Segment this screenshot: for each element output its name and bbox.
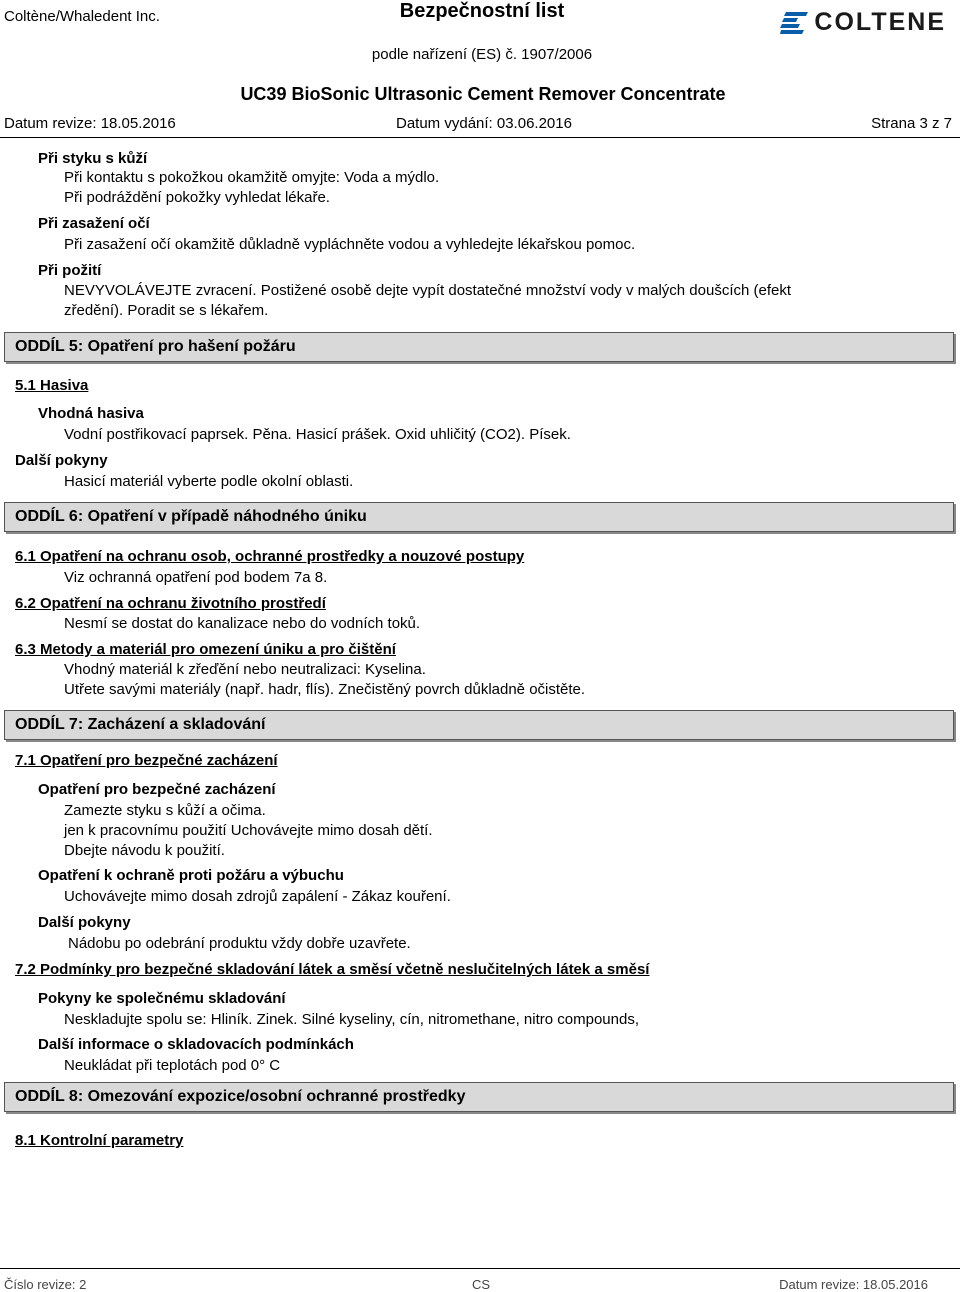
skin-contact-text-1: Při kontaktu s pokožkou okamžitě omyjte: Voda a mýdlo.: [64, 169, 440, 186]
suitable-media-text: Vodní postřikovací paprsek. Pěna. Hasicí prášek. Oxid uhličitý (CO2). Písek.: [64, 426, 571, 443]
company-name: Coltène/Whaledent Inc.: [4, 8, 160, 25]
section-5-header: [4, 332, 954, 362]
page-number: Strana 3 z 7: [871, 115, 952, 132]
subsection-6-1-heading: 6.1 Opatření na ochranu osob, ochranné prostředky a nouzové postupy: [15, 548, 525, 565]
storage-info-heading: Další informace o skladovacích podmínkách: [38, 1036, 354, 1053]
section-8-title: ODDÍL 8: Omezování expozice/osobní ochranné prostředky: [15, 1088, 466, 1105]
section-7-title: ODDÍL 7: Zacházení a skladování: [15, 716, 266, 733]
suitable-media-heading: Vhodná hasiva: [38, 405, 144, 422]
footer-language: CS: [472, 1277, 491, 1292]
subsection-6-3-heading: 6.3 Metody a materiál pro omezení úniku a pro čištění: [15, 641, 396, 658]
regulation-reference: podle nařízení (ES) č. 1907/2006: [371, 46, 593, 63]
ingestion-text-2: zředění). Poradit se s lékařem.: [64, 302, 269, 319]
subsection-6-2-text: Nesmí se dostat do kanalizace nebo do vodních toků.: [64, 615, 421, 632]
joint-storage-text: Neskladujte spolu se: Hliník. Zinek. Silné kyseliny, cín, nitromethane, nitro compounds,: [64, 1011, 639, 1028]
handling-further-text: Nádobu po odebrání produktu vždy dobře uzavřete.: [68, 935, 411, 952]
footer-revision-number: Číslo revize: 2: [4, 1277, 87, 1292]
fire-protection-text: Uchovávejte mimo dosah zdrojů zapálení - Zákaz kouření.: [64, 888, 451, 905]
ingestion-text-1: NEVYVOLÁVEJTE zvracení. Postižené osobě dejte vypít dostatečné množství vody v malých doušcích (efekt: [64, 282, 792, 299]
logo-text: COLTENE: [814, 8, 946, 36]
fire-protection-heading: Opatření k ochraně proti požáru a výbuchu: [38, 867, 344, 884]
ingestion-heading: Při požití: [38, 262, 102, 279]
safe-handling-text-1: Zamezte styku s kůží a očima.: [64, 802, 266, 819]
subsection-6-2-heading: 6.2 Opatření na ochranu životního prostředí: [15, 595, 326, 612]
subsection-7-1-heading: 7.1 Opatření pro bezpečné zacházení: [15, 752, 278, 769]
product-name: UC39 BioSonic Ultrasonic Cement Remover Concentrate: [240, 84, 726, 104]
fire-further-heading: Další pokyny: [15, 452, 108, 469]
document-title: Bezpečnostní list: [399, 0, 565, 22]
coltene-logo: [780, 8, 946, 37]
section-7-header: [4, 710, 954, 740]
handling-further-heading: Další pokyny: [38, 914, 131, 931]
subsection-7-2-heading: 7.2 Podmínky pro bezpečné skladování látek a směsí včetně neslučitelných látek a směsí: [15, 961, 650, 978]
section-8-header: [4, 1082, 954, 1112]
eye-contact-heading: Při zasažení očí: [38, 215, 150, 232]
subsection-6-1-text: Viz ochranná opatření pod bodem 7a 8.: [64, 569, 328, 586]
section-6-header: [4, 502, 954, 532]
section-6-title: ODDÍL 6: Opatření v případě náhodného úniku: [15, 508, 367, 525]
subsection-5-1-heading: 5.1 Hasiva: [15, 377, 89, 394]
eye-contact-text: Při zasažení očí okamžitě důkladně vypláchněte vodou a vyhledejte lékařskou pomoc.: [64, 236, 636, 253]
issue-date: Datum vydání: 03.06.2016: [396, 115, 572, 132]
skin-contact-heading: Při styku s kůží: [38, 150, 148, 167]
storage-info-text: Neukládat při teplotách pod 0° C: [64, 1057, 281, 1074]
safe-handling-heading: Opatření pro bezpečné zacházení: [38, 781, 276, 798]
coltene-stripes-logo-icon: [780, 12, 808, 34]
safe-handling-text-3: Dbejte návodu k použití.: [64, 842, 225, 859]
fire-further-text: Hasicí materiál vyberte podle okolní oblasti.: [64, 473, 354, 490]
footer-revision-date: Datum revize: 18.05.2016: [779, 1277, 928, 1292]
joint-storage-heading: Pokyny ke společnému skladování: [38, 990, 286, 1007]
subsection-6-3-text-1: Vhodný materiál k zřeďění nebo neutralizaci: Kyselina.: [64, 661, 426, 678]
revision-date: Datum revize: 18.05.2016: [4, 115, 176, 132]
subsection-6-3-text-2: Utřete savými materiály (např. hadr, flís). Znečistěný povrch důkladně očistěte.: [64, 681, 586, 698]
footer-divider: [0, 1268, 960, 1269]
header-divider: [0, 137, 960, 138]
section-5-title: ODDÍL 5: Opatření pro hašení požáru: [15, 338, 296, 355]
skin-contact-text-2: Při podráždění pokožky vyhledat lékaře.: [64, 189, 330, 206]
subsection-8-1-heading: 8.1 Kontrolní parametry: [15, 1132, 184, 1149]
safe-handling-text-2: jen k pracovnímu použití Uchovávejte mimo dosah dětí.: [64, 822, 433, 839]
